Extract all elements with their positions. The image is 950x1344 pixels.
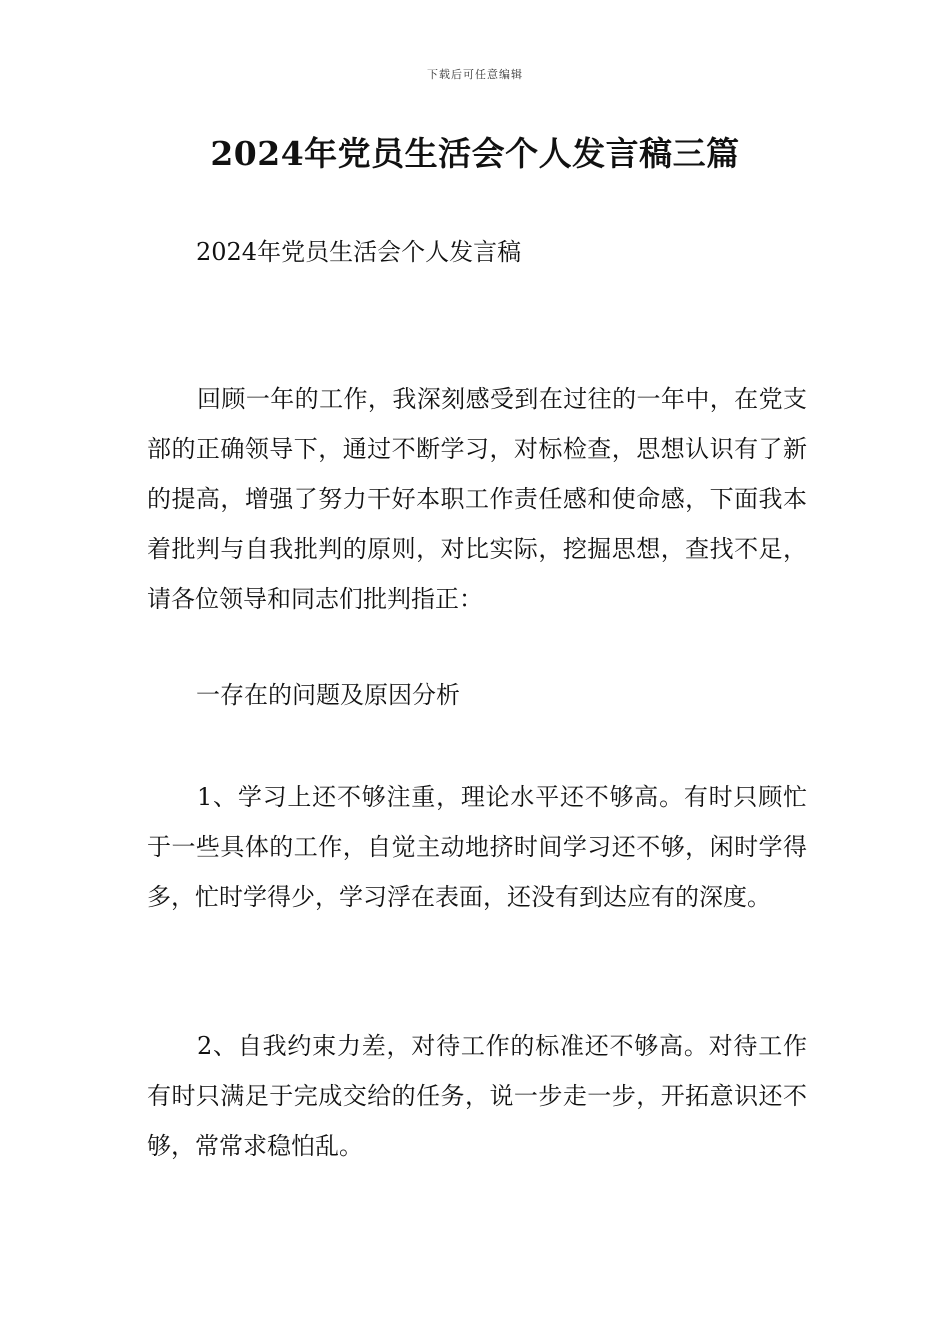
section-heading: 一存在的问题及原因分析 <box>196 681 460 709</box>
header-note: 下载后可任意编辑 <box>427 68 523 81</box>
intro-paragraph: 回顾一年的工作，我深刻感受到在过往的一年中，在党支部的正确领导下，通过不断学习，对标检查，思想认识有了新的提高，增强了努力干好本职工作责任感和使命感，下面我本着批判与自我批判的原则，对比实际，挖掘思想，查找不足，请各位领导和同志们批判指正： <box>147 385 807 613</box>
item-1-paragraph: 1、学习上还不够注重，理论水平还不够高。有时只顾忙于一些具体的工作，自觉主动地挤时间学习还不够，闲时学得多，忙时学得少，学习浮在表面，还没有到达应有的深度。 <box>147 783 807 911</box>
document-subtitle: 2024年党员生活会个人发言稿 <box>196 238 522 266</box>
document-title: 2024年党员生活会个人发言稿三篇 <box>210 134 740 173</box>
item-2-paragraph: 2、自我约束力差，对待工作的标准还不够高。对待工作有时只满足于完成交给的任务，说一步走一步，开拓意识还不够，常常求稳怕乱。 <box>147 1032 807 1160</box>
